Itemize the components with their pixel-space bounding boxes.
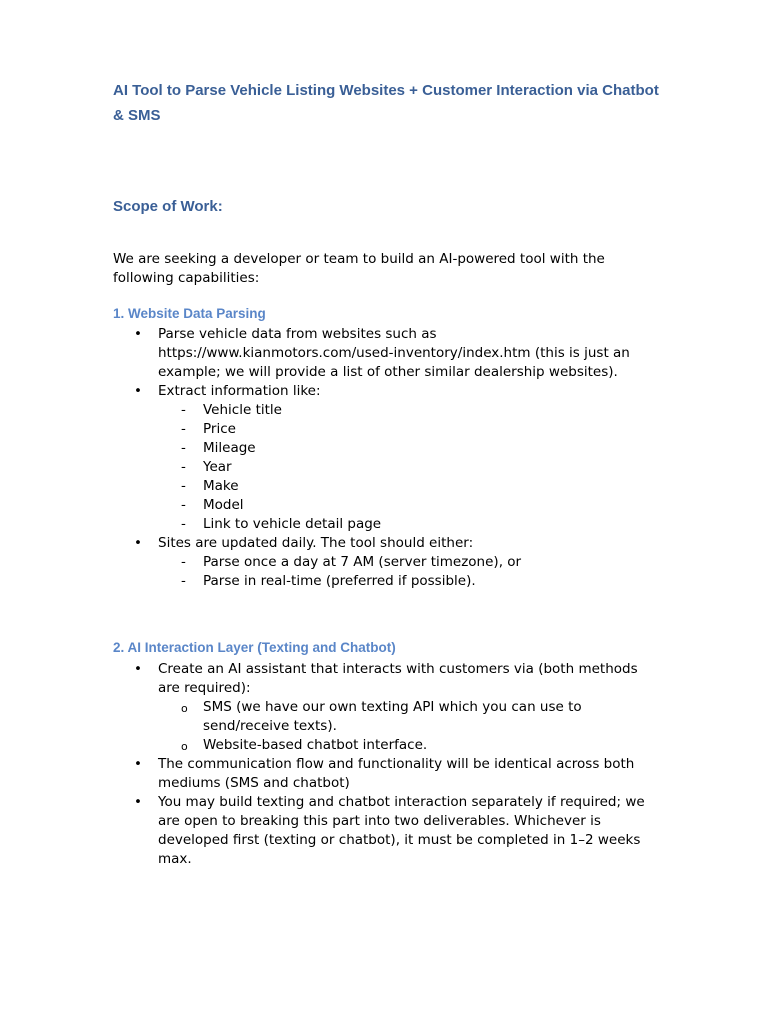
circle-marker: o bbox=[181, 702, 188, 715]
dash-marker: - bbox=[181, 402, 186, 418]
dash-marker: - bbox=[181, 459, 186, 475]
sub-list-item bbox=[113, 553, 673, 572]
circle-marker: o bbox=[181, 740, 188, 753]
section2-heading: 2. AI Interaction Layer (Texting and Chatbot) bbox=[113, 640, 396, 655]
dash-marker: - bbox=[181, 554, 186, 570]
dash-marker: - bbox=[181, 573, 186, 589]
list-item bbox=[113, 793, 673, 869]
sub-list-item bbox=[113, 515, 673, 534]
section1-list bbox=[113, 325, 673, 591]
sub-list-item-text: Link to vehicle detail page bbox=[203, 516, 382, 532]
sub-list-item bbox=[113, 698, 673, 736]
list-item-text: Extract information like: bbox=[158, 383, 321, 399]
list-item bbox=[113, 325, 673, 382]
document-title: AI Tool to Parse Vehicle Listing Websites + Customer Interaction via Chatbot & SMS bbox=[113, 82, 659, 124]
sub-list-item bbox=[113, 572, 673, 591]
sub-list-item-text: Make bbox=[203, 478, 239, 494]
scope-heading: Scope of Work: bbox=[113, 198, 223, 215]
intro-paragraph: We are seeking a developer or team to build an AI-powered tool with the following capabilities: bbox=[113, 251, 605, 286]
bullet-marker: • bbox=[134, 535, 142, 551]
list-item-text: You may build texting and chatbot interaction separately if required; we are open to breaking this part into two deliverables. Whichever is developed first (texting or chatbot), it must be completed in 1–2 weeks max. bbox=[158, 794, 645, 867]
sub-list-item-text: SMS (we have our own texting API which you can use to send/receive texts). bbox=[203, 699, 582, 734]
dash-marker: - bbox=[181, 497, 186, 513]
dash-marker: - bbox=[181, 478, 186, 494]
bullet-marker: • bbox=[134, 326, 142, 342]
list-item bbox=[113, 755, 673, 793]
sub-list-item-text: Model bbox=[203, 497, 244, 513]
section2-list bbox=[113, 660, 673, 869]
sub-list-item-text: Vehicle title bbox=[203, 402, 282, 418]
sub-list-item bbox=[113, 496, 673, 515]
bullet-marker: • bbox=[134, 794, 142, 810]
list-item bbox=[113, 660, 673, 698]
dash-marker: - bbox=[181, 516, 186, 532]
sub-list-item-text: Parse once a day at 7 AM (server timezone), or bbox=[203, 554, 522, 570]
dash-marker: - bbox=[181, 440, 186, 456]
bullet-marker: • bbox=[134, 383, 142, 399]
list-item bbox=[113, 382, 673, 401]
sub-list-item bbox=[113, 420, 673, 439]
list-item bbox=[113, 534, 673, 553]
sub-list-item-text: Year bbox=[203, 459, 232, 475]
sub-list-item bbox=[113, 736, 673, 755]
sub-list-item-text: Mileage bbox=[203, 440, 256, 456]
sub-list-item bbox=[113, 401, 673, 420]
list-item-text: Sites are updated daily. The tool should either: bbox=[158, 535, 474, 551]
section1-heading: 1. Website Data Parsing bbox=[113, 306, 266, 321]
bullet-marker: • bbox=[134, 661, 142, 677]
sub-list-item-text: Price bbox=[203, 421, 236, 437]
list-item-text: Create an AI assistant that interacts with customers via (both methods are required): bbox=[158, 661, 638, 696]
list-item-text: The communication flow and functionality will be identical across both mediums (SMS and chatbot) bbox=[158, 756, 635, 791]
sub-list-item-text: Parse in real-time (preferred if possible). bbox=[203, 573, 476, 589]
sub-list-item bbox=[113, 458, 673, 477]
dash-marker: - bbox=[181, 421, 186, 437]
bullet-marker: • bbox=[134, 756, 142, 772]
list-item-text: Parse vehicle data from websites such as https://www.kianmotors.com/used-inventory/index.htm (this is just an example; we will provide a list of other similar dealership websites). bbox=[158, 326, 630, 380]
sub-list-item bbox=[113, 439, 673, 458]
sub-list-item-text: Website-based chatbot interface. bbox=[203, 737, 428, 753]
sub-list-item bbox=[113, 477, 673, 496]
